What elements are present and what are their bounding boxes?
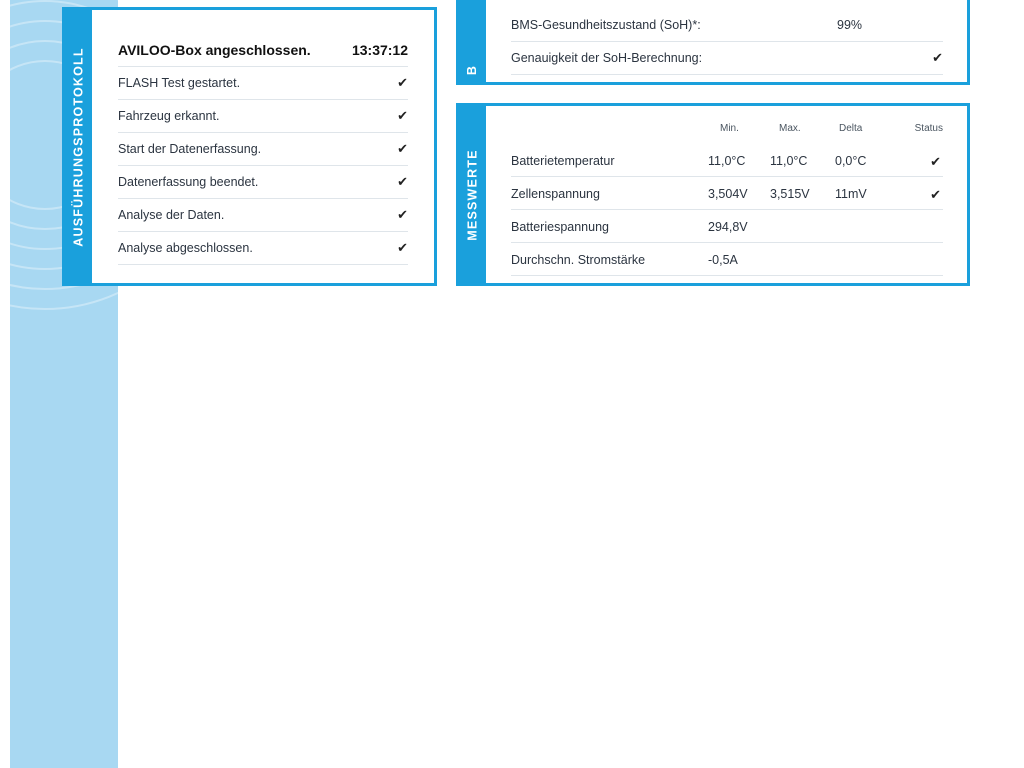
check-icon: ✔: [932, 50, 943, 65]
check-icon: ✔: [930, 187, 941, 202]
column-header-max: Max.: [779, 123, 801, 134]
measurement-row: [511, 243, 943, 276]
measurement-row: [511, 177, 943, 210]
step-label: Fahrzeug erkannt.: [118, 109, 220, 123]
panel-tab-label: MESSWERTE: [465, 148, 480, 241]
panel-tab-label: B: [465, 64, 480, 75]
measurement-min: 294,8V: [708, 220, 748, 234]
measurement-label: Batteriespannung: [511, 220, 609, 234]
check-icon: ✔: [397, 207, 408, 222]
protocol-header-label: AVILOO-Box angeschlossen.: [118, 41, 311, 58]
protocol-step: [118, 133, 408, 166]
panel-tab: [459, 0, 486, 82]
measurement-label: Batterietemperatur: [511, 154, 615, 168]
measurement-row: [511, 144, 943, 177]
measurements-column-headers: [511, 123, 943, 137]
battery-row: [511, 9, 943, 42]
panel-tab: [65, 10, 92, 283]
protocol-step: [118, 166, 408, 199]
check-icon: ✔: [930, 154, 941, 169]
panel-tab-label: AUSFÜHRUNGSPROTOKOLL: [71, 46, 86, 247]
protocol-header-row: [118, 33, 408, 67]
soh-value: 99%: [837, 18, 863, 32]
battery-row-label: BMS-Gesundheitszustand (SoH)*:: [511, 18, 701, 32]
measurement-delta: 11mV: [835, 187, 867, 201]
protocol-timestamp: 13:37:12: [351, 41, 408, 58]
battery-row-label: Genauigkeit der SoH-Berechnung:: [511, 51, 703, 65]
protocol-step: [118, 100, 408, 133]
check-icon: ✔: [397, 174, 408, 189]
measurement-max: 3,515V: [770, 187, 810, 201]
battery-health-panel: [456, 0, 970, 85]
panel-tab: [459, 106, 486, 283]
step-label: Analyse abgeschlossen.: [118, 241, 253, 255]
measurement-label: Zellenspannung: [511, 187, 600, 201]
check-icon: ✔: [397, 108, 408, 123]
step-label: Analyse der Daten.: [118, 208, 225, 222]
protocol-step: [118, 199, 408, 232]
execution-protocol-panel: [62, 7, 437, 286]
protocol-step: [118, 67, 408, 100]
measurement-min: 3,504V: [708, 187, 748, 201]
measurement-delta: 0,0°C: [835, 154, 867, 168]
measurement-min: -0,5A: [708, 253, 738, 267]
measurement-label: Durchschn. Stromstärke: [511, 253, 646, 267]
step-label: FLASH Test gestartet.: [118, 76, 241, 90]
column-header-status: Status: [914, 123, 943, 134]
check-icon: ✔: [397, 75, 408, 90]
step-label: Datenerfassung beendet.: [118, 175, 259, 189]
measurements-panel: [456, 103, 970, 286]
measurement-min: 11,0°C: [708, 154, 746, 168]
column-header-min: Min.: [720, 123, 739, 134]
measurement-max: 11,0°C: [770, 154, 808, 168]
check-icon: ✔: [397, 141, 408, 156]
measurement-row: [511, 210, 943, 243]
column-header-delta: Delta: [839, 123, 863, 134]
check-icon: ✔: [397, 240, 408, 255]
protocol-step: [118, 232, 408, 265]
step-label: Start der Datenerfassung.: [118, 142, 262, 156]
battery-row: [511, 42, 943, 75]
